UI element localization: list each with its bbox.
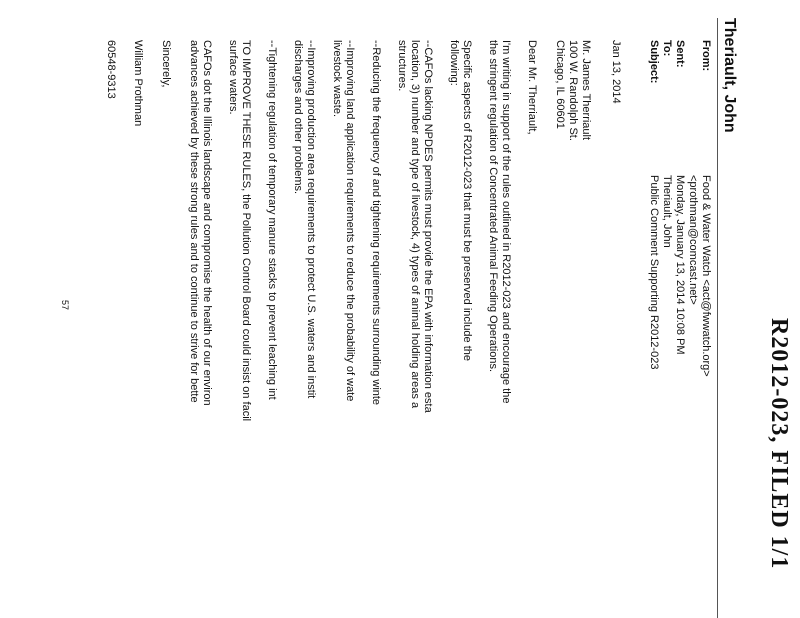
from-value: Food & Water Watch <act@fwwatch.org> [700, 175, 712, 377]
closing-paragraph-line: CAFOs dot the Illinois landscape and compromise the health of our environ [201, 40, 213, 406]
address-line: Mr. James Therriault [580, 40, 592, 141]
letter-date: Jan 13, 2014 [610, 40, 622, 104]
bullet-line: --Reducing the frequency of and tightening requirements surrounding winte [370, 40, 382, 406]
filing-stamp: R2012-023, FILED 1/1 [766, 318, 792, 570]
closing-paragraph-line: advances achieved by these strong rules and to continue to strive for bette [188, 40, 200, 403]
bullet-line: --Tightening regulation of temporary manure stacks to prevent leaching int [266, 40, 278, 400]
bullet-line: --Improving land application requirements to reduce the probability of wate [344, 40, 356, 402]
sender-name: Theriault, John [721, 18, 738, 133]
phone-number: 60548-9313 [105, 40, 117, 99]
intro-line: I'm writing in support of the rules outlined in R2012-023 and encourage the [500, 40, 512, 404]
sent-value: Monday, January 13, 2014 10:08 PM [674, 175, 686, 355]
from-label: From: [700, 40, 712, 72]
address-line: Chicago, IL 60601 [554, 40, 566, 129]
bullet-line: livestock waste. [331, 40, 343, 118]
header-rule [717, 18, 718, 618]
subject-label: Subject: [648, 40, 660, 84]
bullet-line: --Improving production area requirements to protect U.S. waters and instit [305, 40, 317, 399]
bullet-line: --CAFOs lacking NPDES permits must provide the EPA with information esta [422, 40, 434, 413]
sent-label: Sent: [674, 40, 686, 68]
intro-line: the stringent regulation of Concentrated Animal Feeding Operations. [487, 40, 499, 373]
improve-line: TO IMPROVE THESE RULES, the Pollution Control Board could insist on facil [240, 40, 252, 422]
address-line: 100 W. Randolph St. [567, 40, 579, 141]
subject-value: Public Comment Supporting R2012-023 [648, 175, 660, 370]
from-email: <prothman@comcast.net> [687, 175, 699, 305]
closing: Sincerely, [160, 40, 172, 88]
to-label: To: [661, 40, 673, 57]
bullet-line: structures. [396, 40, 408, 92]
signer-name: William Prothman [132, 40, 144, 127]
salutation: Dear Mr. Therriault, [526, 40, 538, 135]
page-number: 57 [60, 300, 70, 311]
aspects-line: Specific aspects of R2012-023 that must be preserved include the [461, 40, 473, 362]
bullet-line: location, 3) number and type of livestock, 4) types of animal holding areas a [409, 40, 421, 409]
improve-line: surface waters. [227, 40, 239, 115]
bullet-line: discharges and other problems. [292, 40, 304, 195]
aspects-line: following: [448, 40, 460, 86]
to-value: Theriault, John [661, 175, 673, 248]
